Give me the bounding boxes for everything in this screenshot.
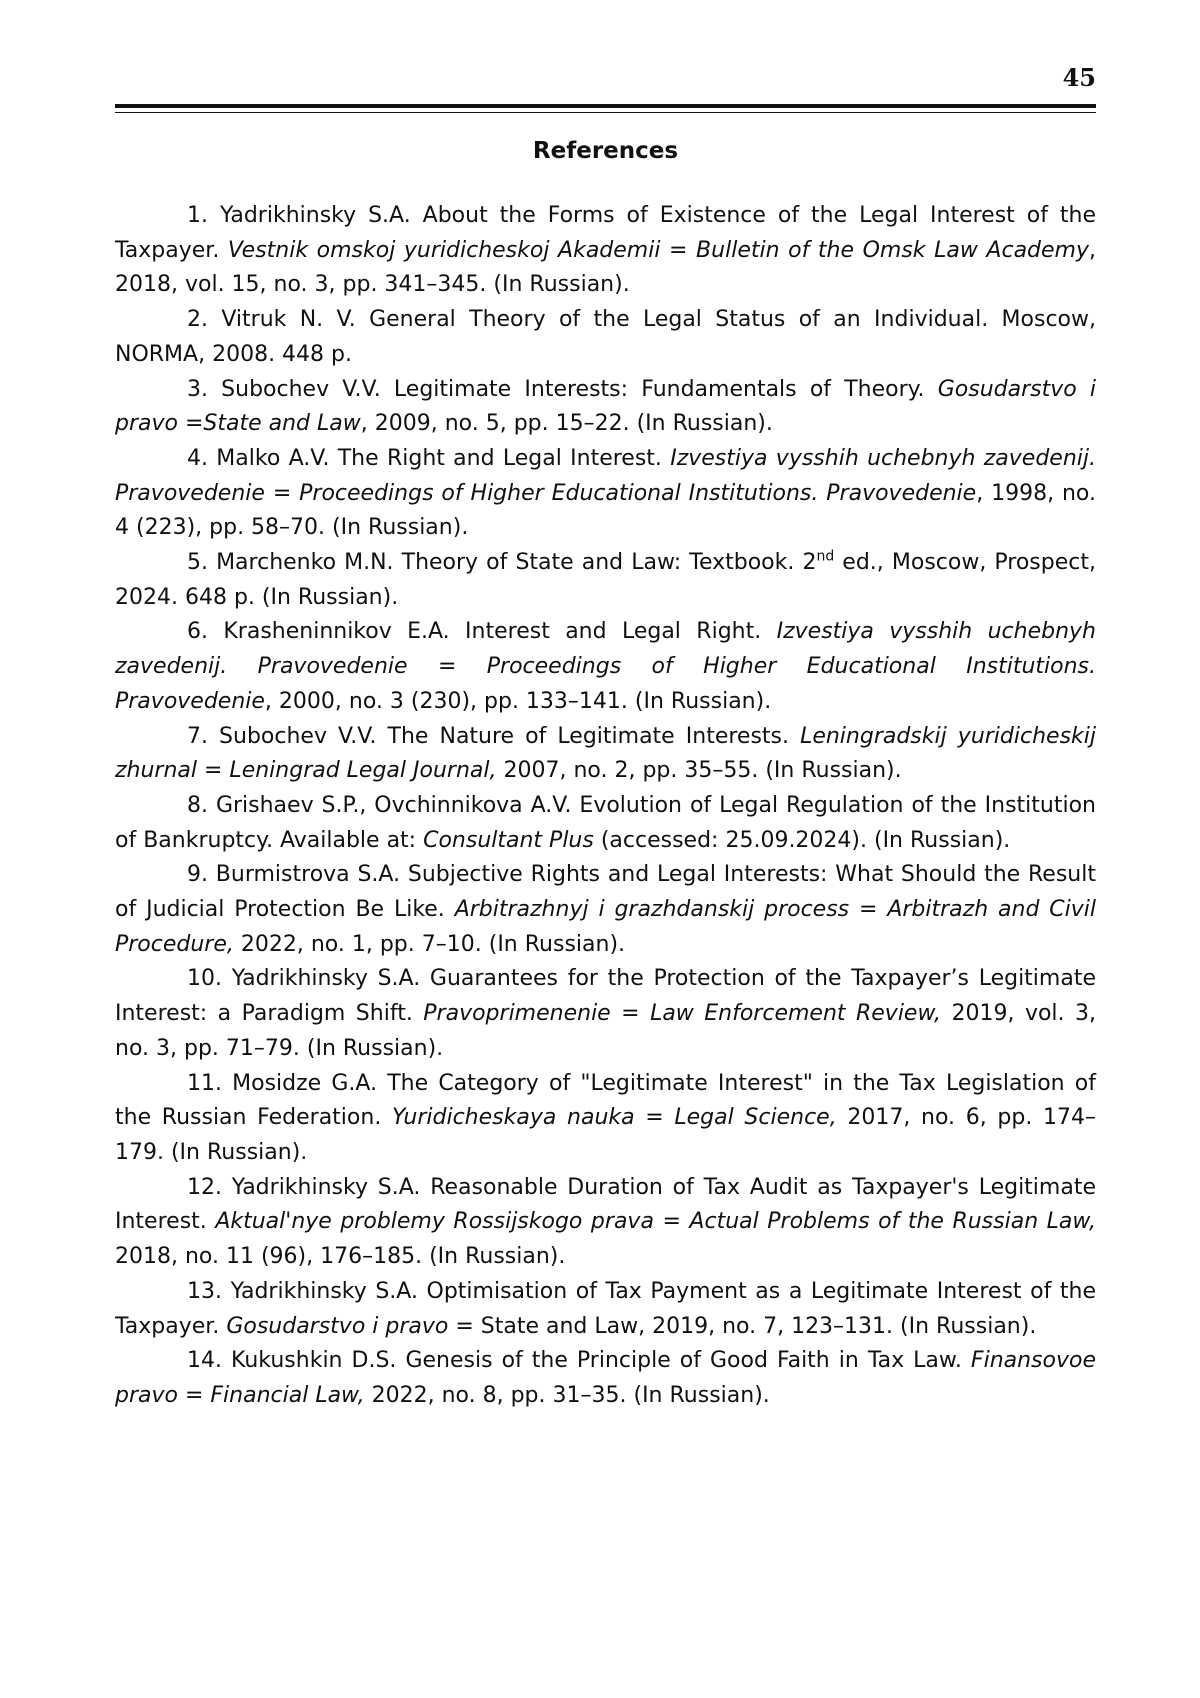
reference-text: 10. Yadrikhinsky S.A. Guarantees for the Protection of the Taxpayer’s Legitimate Interest: a Paradigm Shift. (115, 966, 1096, 1027)
reference-text: (accessed: 25.09.2024). (In Russian). (593, 827, 1011, 853)
reference-item (115, 199, 1096, 303)
reference-item (115, 303, 1096, 372)
journal-title: Yuridicheskaya nauka = Legal Science, (391, 1105, 837, 1131)
reference-text: 3. Subochev V.V. Legitimate Interests: Fundamentals of Theory. (187, 376, 938, 402)
reference-item (115, 858, 1096, 962)
page-number: 45 (1062, 63, 1096, 92)
reference-item (115, 1171, 1096, 1275)
reference-text: 9. Burmistrova S.A. Subjective Rights and Legal Interests: What Should the Result of Judicial Protection Be Like. (115, 862, 1096, 923)
reference-text: , 1998, no. 4 (223), pp. 58–70. (In Russian). (115, 480, 1096, 541)
reference-text: 6. Krasheninnikov E.A. Interest and Legal Right. (187, 619, 777, 645)
reference-item (115, 789, 1096, 858)
reference-text: 14. Kukushkin D.S. Genesis of the Principle of Good Faith in Tax Law. (187, 1348, 971, 1374)
reference-text: 13. Yadrikhinsky S.A. Optimisation of Tax Payment as a Legitimate Interest of the Taxpayer. (115, 1278, 1096, 1339)
superscript-text: nd (816, 548, 835, 565)
reference-item (115, 546, 1096, 615)
journal-title: Leningradskij yuridicheskij zhurnal = Leningrad Legal Journal, (115, 723, 1096, 784)
reference-text: 2022, no. 8, pp. 31–35. (In Russian). (364, 1382, 770, 1408)
reference-item (115, 1067, 1096, 1171)
header-rule-thick (115, 104, 1096, 108)
reference-text: , 2009, no. 5, pp. 15–22. (In Russian). (360, 411, 773, 437)
header-rule-thin (115, 112, 1096, 113)
references-list (115, 199, 1096, 1414)
journal-title: Izvestiya vysshih uchebnyh zavedenij. Pravovedenie = Proceedings of Higher Educational Institutions. Pravovedenie (115, 445, 1097, 506)
reference-text: , 2018, vol. 15, no. 3, pp. 341–345. (In Russian). (115, 237, 1097, 298)
reference-text: 1. Yadrikhinsky S.A. About the Forms of Existence of the Legal Interest of the Taxpayer. (115, 203, 1096, 263)
journal-title: Gosudarstvo i pravo =State and Law (115, 376, 1096, 437)
journal-title: Izvestiya vysshih uchebnyh zavedenij. Pravovedenie = Proceedings of Higher Educational Institutions. Pravovedenie (115, 619, 1096, 714)
journal-title: Aktual'nye problemy Rossijskogo prava = Actual Problems of the Russian Law, (215, 1209, 1096, 1235)
reference-item (115, 720, 1096, 789)
reference-text: 12. Yadrikhinsky S.A. Reasonable Duration of Tax Audit as Taxpayer's Legitimate Interest. (115, 1174, 1096, 1235)
journal-title: Gosudarstvo i pravo (226, 1313, 449, 1339)
reference-item (115, 1275, 1096, 1344)
reference-item (115, 442, 1096, 546)
journal-title: Consultant Plus (423, 827, 594, 853)
reference-text: 2. Vitruk N. V. General Theory of the Legal Status of an Individual. Moscow, NORMA, 2008. 448 p. (115, 307, 1096, 367)
journal-title: Finansovoe pravo = Financial Law, (115, 1348, 1096, 1408)
reference-text: 4. Malko A.V. The Right and Legal Interest. (187, 445, 671, 471)
reference-text: 8. Grishaev S.P., Ovchinnikova A.V. Evolution of Legal Regulation of the Institution of Bankruptcy. Available at: (115, 792, 1096, 853)
journal-title: Arbitrazhnyj i grazhdanskij process = Arbitrazh and Civil Procedure, (115, 897, 1097, 957)
reference-item (115, 1344, 1096, 1413)
references-heading: References (532, 138, 679, 164)
journal-title: Vestnik omskoj yuridicheskoj Akademii = Bulletin of the Omsk Law Academy (227, 237, 1090, 263)
reference-text: 2019, vol. 3, no. 3, pp. 71–79. (In Russian). (115, 1001, 1096, 1061)
reference-text: 2018, no. 11 (96), 176–185. (In Russian). (115, 1244, 566, 1270)
reference-text: 5. Marchenko M.N. Theory of State and Law: Textbook. 2 (187, 550, 817, 576)
journal-title: Pravoprimenenie = Law Enforcement Review, (423, 1001, 942, 1027)
reference-text: = State and Law, 2019, no. 7, 123–131. (In Russian). (448, 1313, 1037, 1339)
reference-text: ed., Moscow, Prospect, 2024. 648 p. (In Russian). (115, 550, 1096, 610)
reference-text: 2022, no. 1, pp. 7–10. (In Russian). (233, 931, 626, 957)
reference-text: 7. Subochev V.V. The Nature of Legitimate Interests. (187, 723, 801, 749)
reference-text: 11. Mosidze G.A. The Category of "Legitimate Interest" in the Tax Legislation of the Russian Federation. (115, 1070, 1096, 1131)
reference-text: 2017, no. 6, pp. 174–179. (In Russian). (115, 1105, 1096, 1165)
reference-text: 2007, no. 2, pp. 35–55. (In Russian). (496, 758, 902, 784)
reference-text: , 2000, no. 3 (230), pp. 133–141. (In Russian). (264, 688, 772, 714)
reference-item (115, 962, 1096, 1066)
reference-item (115, 373, 1096, 442)
reference-item (115, 615, 1096, 719)
